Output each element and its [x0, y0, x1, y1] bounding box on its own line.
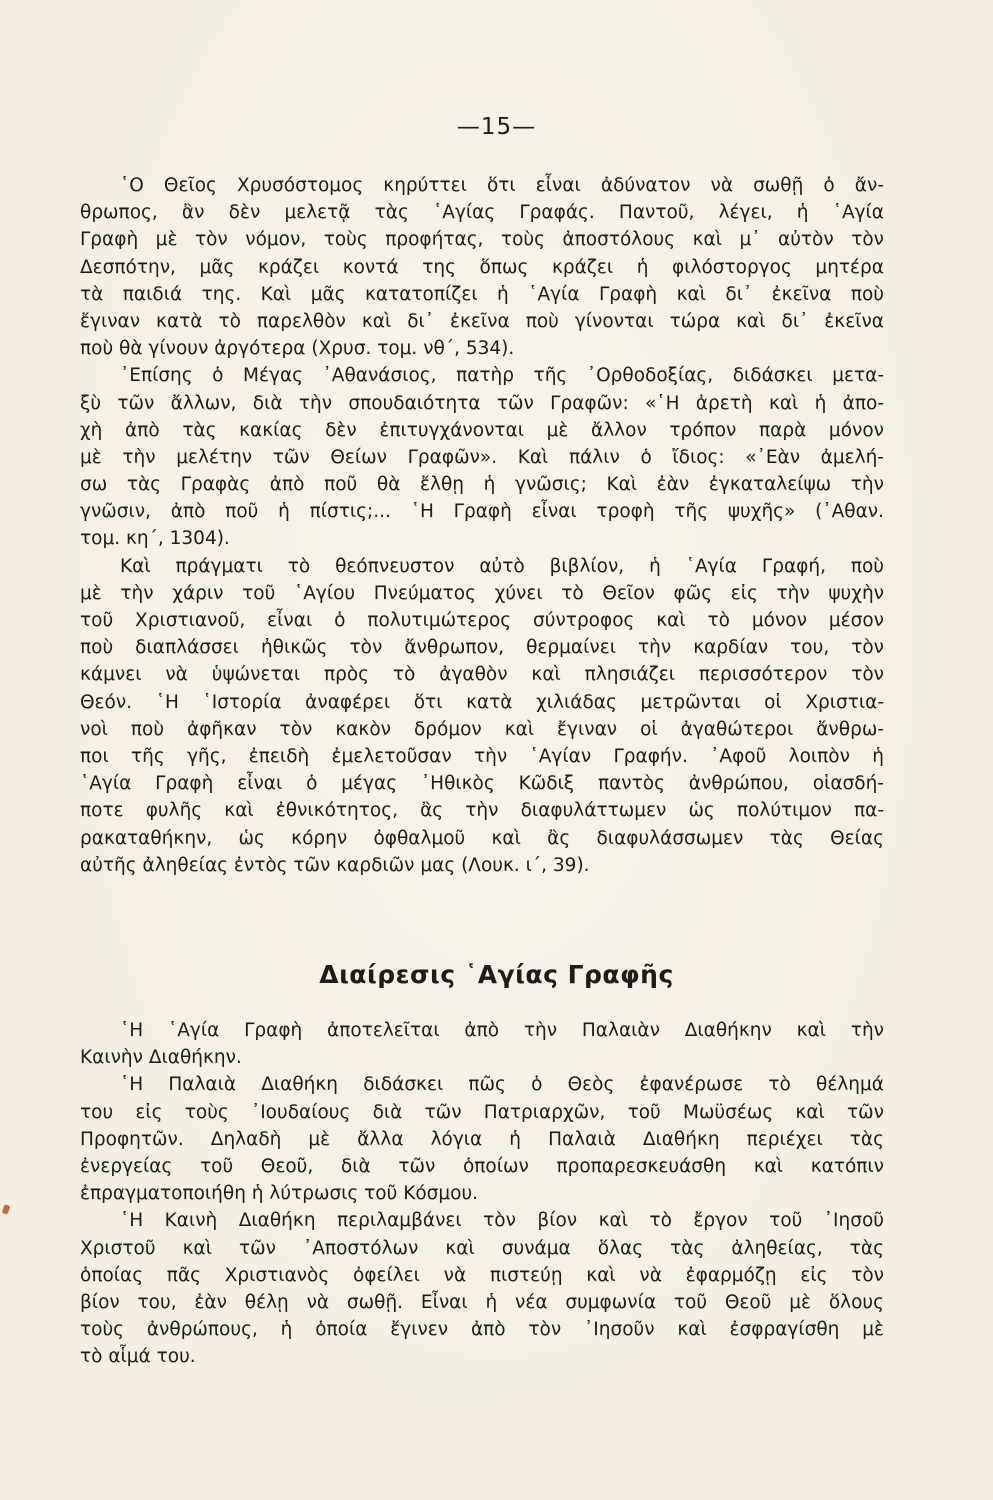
text-line: ἐπραγματοποιήθη ἡ λύτρωσις τοῦ Κόσμου. — [80, 1183, 479, 1205]
text-line: αὐτῆς ἀληθείας ἐντὸς τῶν καρδιῶν μας (Λουκ. ι΄, 39). — [80, 854, 590, 876]
text-line: κάμνει νὰ ὑψώνεται πρὸς τὸ ἀγαθὸν καὶ πλησιάζει περισσότερον τὸν — [80, 664, 884, 686]
text-line: ῾Η ῾Αγία Γραφὴ ἀποτελεῖται ἀπὸ τὴν Παλαιὰν Διαθήκην καὶ τὴν — [120, 1020, 884, 1041]
text-line: του εἰς τοὺς ᾿Ιουδαίους διὰ τῶν Πατριαρχῶν, τοῦ Μωϋσέως καὶ τῶν — [80, 1101, 884, 1123]
text-line: ὁποίας πᾶς Χριστιανὸς ὀφείλει νὰ πιστεύῃ καὶ νὰ ἐφαρμόζῃ εἰς τὸν — [80, 1264, 884, 1286]
text-line: ῾Αγία Γραφὴ εἶναι ὁ μέγας ᾿Ηθικὸς Κῶδιξ παντὸς ἀνθρώπου, οἱασδή- — [80, 773, 884, 795]
text-line: βίον του, ἐὰν θέλῃ νὰ σωθῇ. Εἶναι ἡ νέα συμφωνία τοῦ Θεοῦ μὲ ὅλους — [80, 1291, 884, 1313]
text-line: ᾿Επίσης ὁ Μέγας ᾿Αθανάσιος, πατὴρ τῆς ᾿Ορθοδοξίας, διδάσκει μετα- — [120, 365, 884, 387]
text-line: νοὶ ποὺ ἀφῆκαν τὸν κακὸν δρόμον καὶ ἔγιναν οἱ ἀγαθώτεροι ἄνθρω- — [80, 718, 884, 740]
text-line: τομ. κη΄, 1304). — [80, 528, 230, 550]
text-line: γνῶσιν, ἀπὸ ποῦ ἡ πίστις;... ῾Η Γραφὴ εἶναι τροφὴ τῆς ψυχῆς» (᾿Αθαν. — [80, 501, 884, 523]
margin-ink-mark — [2, 1204, 11, 1215]
text-line: μὲ τὴν χάριν τοῦ ῾Αγίου Πνεύματος χύνει τὸ Θεῖον φῶς εἰς τὴν ψυχὴν — [80, 582, 884, 604]
text-line: ρακαταθήκην, ὡς κόρην ὀφθαλμοῦ καὶ ἂς διαφυλάσσωμεν τὰς Θείας — [80, 827, 884, 849]
text-line: Δεσπότην, μᾶς κράζει κοντά της ὅπως κράζει ἡ φιλόστοργος μητέρα — [80, 256, 884, 278]
text-line: ῾Ο Θεῖος Χρυσόστομος κηρύττει ὅτι εἶναι ἀδύνατον νὰ σωθῇ ὁ ἄν- — [120, 175, 884, 196]
text-line: Γραφὴ μὲ τὸν νόμον, τοὺς προφήτας, τοὺς ἀποστόλους καὶ μ᾿ αὐτὸν τὸν — [80, 229, 884, 251]
text-line: ῾Η Καινὴ Διαθήκη περιλαμβάνει τὸν βίον καὶ τὸ ἔργον τοῦ ᾿Ιησοῦ — [120, 1210, 884, 1232]
text-line: θρωπος, ἂν δὲν μελετᾷ τὰς ῾Αγίας Γραφάς. Παντοῦ, λέγει, ἡ ῾Αγία — [80, 202, 884, 224]
text-line: ξὺ τῶν ἄλλων, διὰ τὴν σπουδαιότητα τῶν Γραφῶν: «῾Η ἀρετὴ καὶ ἡ ἀπο- — [80, 392, 884, 414]
text-line: μὲ τὴν μελέτην τῶν Θείων Γραφῶν». Καὶ πάλιν ὁ ἴδιος: «᾿Εὰν ἀμελή- — [80, 446, 884, 468]
text-line: ποὺ διαπλάσσει ἠθικῶς τὸν ἄνθρωπον, θερμαίνει τὴν καρδίαν του, τὸν — [80, 637, 884, 659]
text-line: τοὺς ἀνθρώπους, ἡ ὁποία ἔγινεν ἀπὸ τὸν ᾿Ιησοῦν καὶ ἐσφραγίσθη μὲ — [80, 1319, 884, 1341]
text-line: Χριστοῦ καὶ τῶν ᾿Αποστόλων καὶ συνάμα ὅλας τὰς ἀληθείας, τὰς — [80, 1237, 884, 1259]
body-text-bottom — [80, 1017, 884, 1370]
text-line: ποὺ θὰ γίνουν ἀργότερα (Χρυσ. τομ. νθ΄, 534). — [80, 338, 515, 360]
page-number: —15— — [456, 114, 537, 140]
text-line: ποι τῆς γῆς, ἐπειδὴ ἐμελετοῦσαν τὴν ῾Αγίαν Γραφήν. ᾿Αφοῦ λοιπὸν ἡ — [80, 745, 884, 767]
text-line: Καὶ πράγματι τὸ θεόπνευστον αὐτὸ βιβλίον, ἡ ῾Αγία Γραφή, ποὺ — [120, 555, 884, 577]
text-line: ἔγιναν κατὰ τὸ παρελθὸν καὶ δι᾿ ἐκεῖνα ποὺ γίνονται τώρα καὶ δι᾿ ἐκεῖνα — [80, 310, 884, 332]
text-line: Καινὴν Διαθήκην. — [80, 1047, 242, 1069]
text-line: Θεόν. ῾Η ῾Ιστορία ἀναφέρει ὅτι κατὰ χιλιάδας μετρῶνται οἱ Χριστια- — [80, 691, 884, 713]
text-line: χὴ ἀπὸ τὰς κακίας δὲν ἐπιτυγχάνονται μὲ ἄλλον τρόπον παρὰ μόνον — [80, 419, 884, 441]
text-line: τὸ αἷμά του. — [80, 1346, 196, 1368]
text-line: ποτε φυλῆς καὶ ἐθνικότητος, ἂς τὴν διαφυλάττωμεν ὡς πολύτιμον πα- — [80, 800, 884, 822]
text-line: τοῦ Χριστιανοῦ, εἶναι ὁ πολυτιμώτερος σύντροφος καὶ τὸ μόνον μέσον — [80, 610, 884, 631]
text-line: ῾Η Παλαιὰ Διαθήκη διδάσκει πῶς ὁ Θεὸς ἐφανέρωσε τὸ θέλημά — [120, 1074, 884, 1096]
text-line: τὰ παιδιά της. Καὶ μᾶς κατατοπίζει ἡ ῾Αγία Γραφὴ καὶ δι᾿ ἐκεῖνα ποὺ — [80, 283, 884, 305]
body-text-top — [80, 172, 884, 879]
text-line: Προφητῶν. Δηλαδὴ μὲ ἄλλα λόγια ἡ Παλαιὰ Διαθήκη περιέχει τὰς — [80, 1128, 884, 1150]
text-line: σω τὰς Γραφὰς ἀπὸ ποῦ θὰ ἔλθῃ ἡ γνῶσις; Καὶ ἐὰν ἐγκαταλείψω τὴν — [80, 474, 884, 496]
section-heading: Διαίρεσις ῾Αγίας Γραφῆς — [319, 960, 674, 989]
text-line: ἐνεργείας τοῦ Θεοῦ, διὰ τῶν ὁποίων προπαρεσκευάσθη καὶ κατόπιν — [80, 1155, 884, 1177]
